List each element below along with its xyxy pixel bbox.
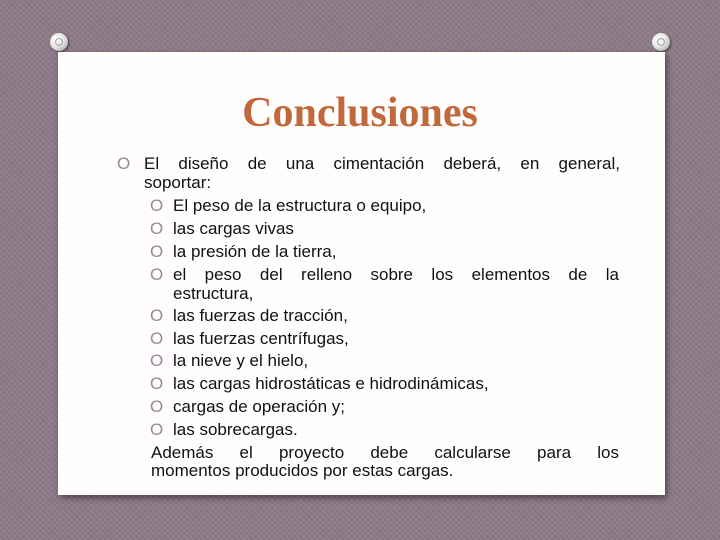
list-item-continuation: estructura, [173,284,254,303]
bullet-icon: O [117,154,131,173]
bullet-icon: O [150,374,164,393]
list-item: las sobrecargas. [173,420,298,439]
closing-line-2: momentos producidos por estas cargas. [151,461,454,480]
slide-title: Conclusiones [242,90,478,136]
bullet-icon: O [150,420,164,439]
list-item: El peso de la estructura o equipo, [173,196,427,215]
pushpin-icon [50,33,68,51]
closing-line-1: Además el proyecto debe calcularse para los [151,443,619,462]
bullet-icon: O [150,196,164,215]
bullet-icon: O [150,265,164,284]
bullet-icon: O [150,329,164,348]
bullet-icon: O [150,306,164,325]
list-item: las cargas hidrostáticas e hidrodinámicas, [173,374,489,393]
list-item: el peso del relleno sobre los elementos de la [173,265,619,284]
bullet-icon: O [150,351,164,370]
list-item: la presión de la tierra, [173,242,337,261]
intro-line-2: soportar: [144,173,212,192]
intro-line-1: El diseño de una cimentación deberá, en general, [144,154,620,173]
list-item: las cargas vivas [173,219,294,238]
list-item: la nieve y el hielo, [173,351,309,370]
pushpin-icon [652,33,670,51]
bullet-icon: O [150,397,164,416]
list-item: las fuerzas de tracción, [173,306,348,325]
list-item: las fuerzas centrífugas, [173,329,349,348]
bullet-icon: O [150,242,164,261]
list-item: cargas de operación y; [173,397,345,416]
bullet-icon: O [150,219,164,238]
